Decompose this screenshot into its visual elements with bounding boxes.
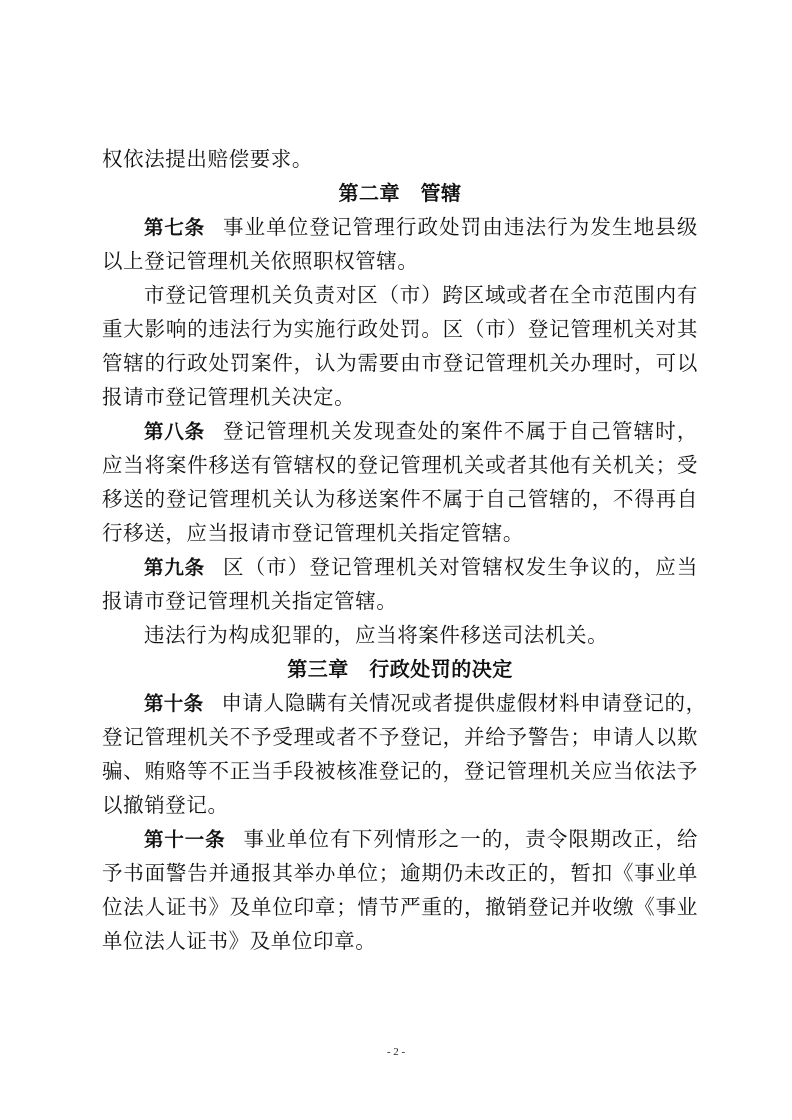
- paragraph-line: 管辖的行政处罚案件，认为需要由市登记管理机关办理时，可以: [102, 351, 698, 375]
- paragraph-line: 应当将案件移送有管辖权的登记管理机关或者其他有关机关；受: [102, 453, 698, 477]
- article-number: 第八条: [144, 420, 205, 443]
- paragraph-line: 骗、贿赂等不正当手段被核准登记的，登记管理机关应当依法予: [102, 759, 698, 783]
- paragraph-line: 报请市登记管理机关指定管辖。: [102, 589, 398, 613]
- paragraph-line: 单位法人证书》及单位印章。: [102, 929, 377, 953]
- paragraph-line: 市登记管理机关负责对区（市）跨区域或者在全市范围内有: [144, 283, 698, 307]
- document-body: [102, 142, 707, 958]
- article-text: 事业单位有下列情形之一的，责令限期改正，给: [243, 827, 698, 851]
- article-text: 事业单位登记管理行政处罚由违法行为发生地县级: [222, 215, 698, 239]
- paragraph-line: 以上登记管理机关依照职权管辖。: [102, 249, 419, 273]
- page-number: - 2 -: [386, 1046, 406, 1058]
- paragraph-line: 报请市登记管理机关决定。: [102, 385, 356, 409]
- article-first-line: [102, 822, 698, 856]
- article-text: 区（市）登记管理机关对管辖权发生争议的，应当: [222, 555, 698, 579]
- paragraph-line: 违法行为构成犯罪的，应当将案件移送司法机关。: [144, 623, 609, 647]
- paragraph-line: 予书面警告并通报其举办单位；逾期仍未改正的，暂扣《事业单: [102, 861, 698, 885]
- article-text: 登记管理机关发现查处的案件不属于自己管辖时，: [222, 419, 698, 443]
- article-number: 第十条: [144, 692, 204, 715]
- chapter-heading: 第二章 管辖: [338, 181, 462, 205]
- paragraph-line: 移送的登记管理机关认为移送案件不属于自己管辖的，不得再自: [102, 487, 698, 511]
- paragraph-line: 位法人证书》及单位印章；情节严重的，撤销登记并收缴《事业: [102, 895, 698, 919]
- article-number: 第九条: [144, 556, 205, 579]
- continuation-line: 权依法提出赔偿要求。: [102, 147, 313, 171]
- article-number: 第七条: [144, 216, 205, 239]
- paragraph-line: 登记管理机关不予受理或者不予登记，并给予警告；申请人以欺: [102, 725, 698, 749]
- article-first-line: [102, 686, 707, 720]
- article-first-line: [102, 210, 698, 244]
- article-number: 第十一条: [144, 828, 226, 851]
- paragraph-line: 重大影响的违法行为实施行政处罚。区（市）登记管理机关对其: [102, 317, 698, 341]
- paragraph-line: 以撤销登记。: [102, 793, 229, 817]
- chapter-heading: 第三章 行政处罚的决定: [287, 657, 513, 681]
- paragraph-line: 行移送，应当报请市登记管理机关指定管辖。: [102, 521, 524, 545]
- article-first-line: [102, 414, 698, 448]
- article-text: 申请人隐瞒有关情况或者提供虚假材料申请登记的，: [221, 691, 707, 715]
- article-first-line: [102, 550, 698, 584]
